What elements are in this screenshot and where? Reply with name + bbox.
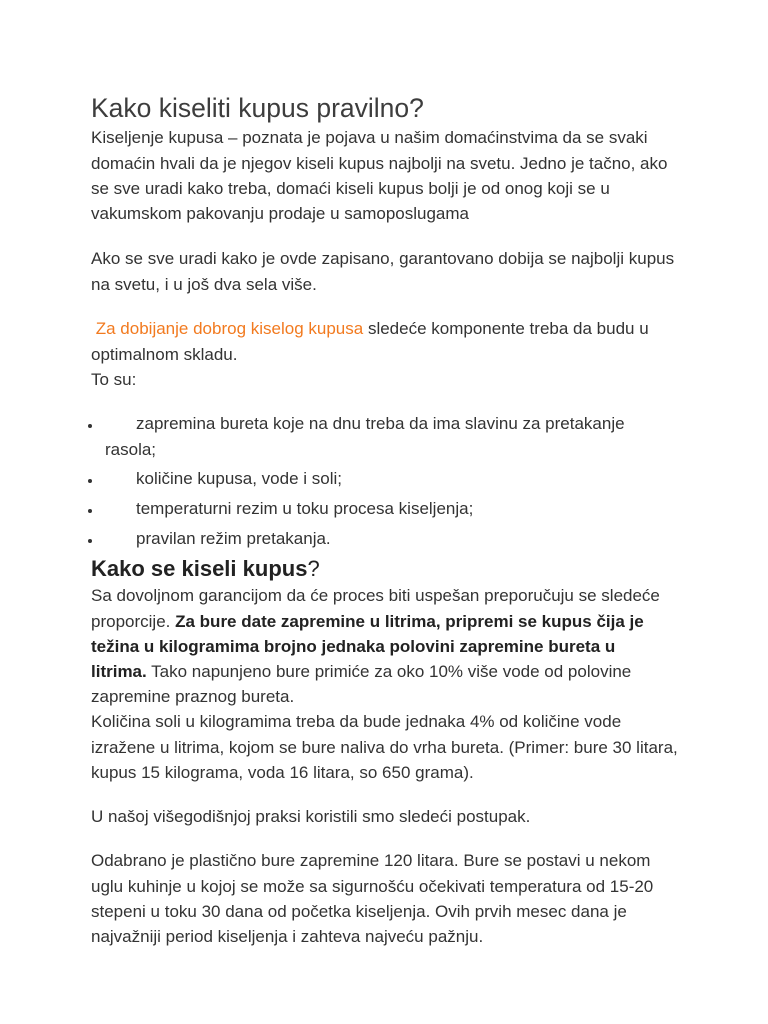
list-item [105, 466, 342, 491]
page-title: Kako kiseliti kupus pravilno? [91, 93, 424, 123]
paragraph-line: izražene u litrima, kojom se bure naliva do vrha bureta. (Primer: bure 30 litara, [91, 737, 678, 757]
paragraph-line: stepeni u toku 30 dana od početka kiseljenja. Ovih prvih mesec dana je [91, 901, 627, 921]
section-heading-text: Kako se kiseli kupus [91, 556, 308, 581]
paragraph-text: proporcije. [91, 611, 171, 631]
emphasis-text: Za bure date zapremine u litrima, pripremi se kupus čija je [175, 611, 644, 631]
list-item [105, 411, 625, 461]
list-item-line: zapremina bureta koje na dnu treba da ima slavinu za pretakanje [136, 414, 625, 434]
proportions-paragraph [91, 583, 678, 785]
paragraph-line: najvažniji period kiseljenja i zahteva najveću pažnju. [91, 927, 484, 946]
paragraph-line: U našoj višegodišnjoj praksi koristili smo sledeći postupak. [91, 807, 531, 827]
bullet-icon [88, 424, 92, 428]
paragraph-line: Kiseljenje kupusa – poznata je pojava u našim domaćinstvima da se svaki [91, 128, 648, 148]
paragraph-line: Ako se sve uradi kako je ovde zapisano, garantovano dobija se najbolji kupus [91, 249, 675, 269]
paragraph-line: Sa dovoljnom garancijom da će proces biti uspešan preporučuju se sledeće [91, 586, 660, 606]
emphasis-text: težina u kilogramima brojno jednaka polovini zapremine bureta u [91, 636, 616, 656]
paragraph-line: vakumskom pakovanju prodaje u samoposlugama [91, 204, 469, 223]
intro-paragraph [91, 125, 667, 226]
list-item-line: količine kupusa, vode i soli; [136, 469, 343, 489]
paragraph-line: To su: [91, 369, 137, 389]
paragraph-line: optimalnom skladu. [91, 344, 238, 364]
paragraph-line [91, 659, 678, 684]
list-item [105, 496, 473, 521]
paragraph-line: Odabrano je plastično bure zapremine 120 litara. Bure se postavi u nekom [91, 851, 651, 871]
paragraph-line: zapremine praznog bureta. [91, 687, 295, 707]
list-item-line: pravilan režim pretakanja. [136, 529, 331, 549]
section-heading-suffix: ? [307, 556, 320, 581]
procedure-paragraph [91, 848, 653, 949]
list-item [105, 526, 331, 551]
emphasis-text: litrima. [91, 662, 147, 681]
section-heading [91, 555, 320, 583]
paragraph-line [91, 609, 678, 634]
list-item-line: temperaturni rezim u toku procesa kiseljenja; [136, 499, 474, 519]
bullet-icon [88, 509, 92, 513]
paragraph-line: se sve uradi kako treba, domaći kiseli kupus bolji je od onog koji se u [91, 178, 610, 198]
components-paragraph [91, 316, 649, 392]
paragraph-text: sledeće komponente treba da budu u [367, 319, 649, 339]
kiseli-kupus-link[interactable]: Za dobijanje dobrog kiselog kupusa [95, 319, 364, 339]
guarantee-paragraph [91, 246, 674, 296]
paragraph-line: na svetu, i u još dva sela više. [91, 274, 317, 294]
practice-paragraph [91, 804, 530, 829]
paragraph-line: Količina soli u kilogramima treba da bude jednaka 4% od količine vode [91, 712, 622, 732]
paragraph-text: Tako napunjeno bure primiće za oko 10% više vode od polovine [151, 662, 632, 681]
bullet-icon [88, 539, 92, 543]
paragraph-line: domaćin hvali da je njegov kiseli kupus najbolji na svetu. Jedno je tačno, ako [91, 153, 668, 173]
paragraph-line: uglu kuhinje u kojoj se može sa sigurnošću očekivati temperatura od 15-20 [91, 876, 654, 896]
paragraph-line: kupus 15 kilograma, voda 16 litara, so 650 grama). [91, 762, 474, 782]
bullet-icon [88, 479, 92, 483]
list-item-line: rasola; [105, 439, 157, 459]
paragraph-line [91, 316, 649, 341]
